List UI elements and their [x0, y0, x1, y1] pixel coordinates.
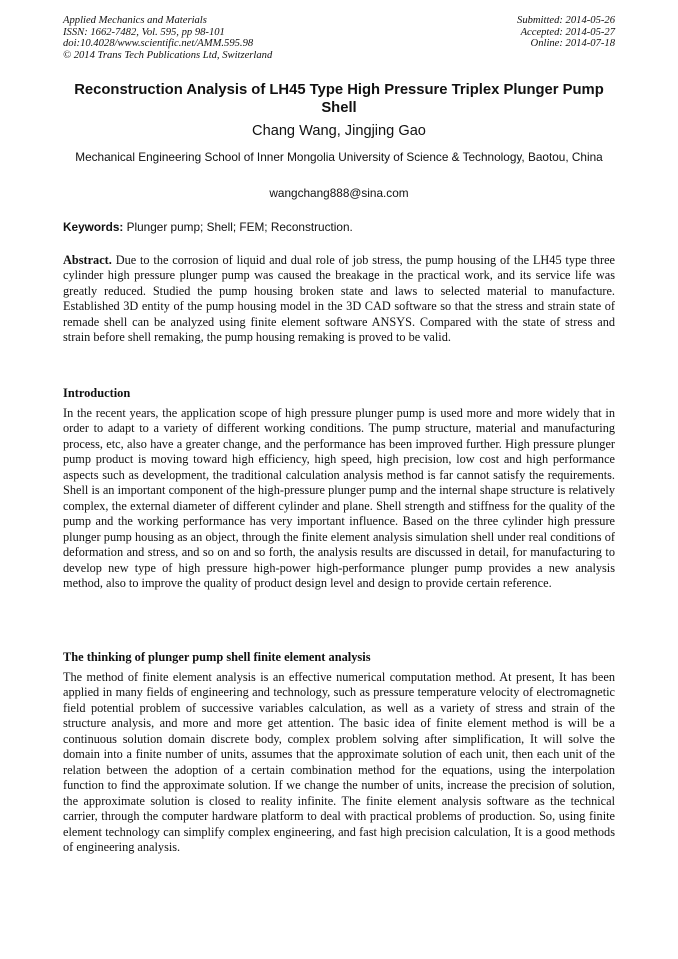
submitted-date: Submitted: 2014-05-26: [517, 15, 615, 26]
keywords: [63, 219, 615, 235]
authors: Chang Wang, Jingjing Gao: [252, 123, 426, 139]
section-text-fea-thinking: The method of finite element analysis is an effective numerical computation method. At present, It has been applied in many fields of engineering and technology, such as pressure temperature velocity of electromagnetic field potential problem of successive variables calculation, as well as a variety of stress and strain of the structure analysis, and more and more get attention. The basic idea of finite element method is will be a continuous solution domain discrete body, complex problem solving after simplification, It will solve the domain into a finite number of units, assumes that the approximate solution of each unit, then each unit of the relation between the adoption of a certain combination method for the equations, using the interpolation function to find the approximate solution. If we change the number of units, increase the precision of solution, the approximate solution is closed to reality infinite. The finite element analysis software as the technical carrier, through the computer hardware platform to deal with practical problems of production. So, using finite element technology can simplify complex engineering, and fast high precision calculation, It is a good methods of engineering analysis.: [63, 670, 615, 854]
issn-line: ISSN: 1662-7482, Vol. 595, pp 98-101: [63, 26, 225, 38]
publication-dates: [517, 15, 615, 50]
keywords-label: Keywords:: [63, 220, 124, 234]
copyright-line: © 2014 Trans Tech Publications Ltd, Switzerland: [63, 49, 273, 61]
author-email[interactable]: wangchang888@sina.com: [269, 186, 409, 200]
section-heading-fea-thinking: The thinking of plunger pump shell finite element analysis: [63, 650, 371, 664]
journal-name: Applied Mechanics and Materials: [63, 15, 207, 26]
keywords-text: Plunger pump; Shell; FEM; Reconstruction.: [126, 220, 353, 234]
abstract-text: Due to the corrosion of liquid and dual role of job stress, the pump housing of the LH45 type three cylinder high pressure plunger pump was caused the breakage in the practical work, and its service life was greatly reduced. Studied the pump housing broken state and laws to selected material to manufacture. Established 3D entity of the pump housing model in the 3D CAD software so that the stress and strain state of remade shell can be analyzed using finite element software ANSYS. Compared with the state of stress and strain before shell remaking, the pump housing remaking is proved to be valid.: [63, 253, 616, 345]
affiliation: Mechanical Engineering School of Inner Mongolia University of Science & Technology, Baotou, China: [75, 150, 603, 164]
section-heading-introduction: Introduction: [63, 386, 131, 400]
accepted-date: Accepted: 2014-05-27: [520, 26, 615, 38]
abstract-label: Abstract.: [63, 253, 112, 267]
doi-line[interactable]: doi:10.4028/www.scientific.net/AMM.595.98: [63, 38, 254, 50]
journal-info: [63, 15, 272, 61]
paper-title: Reconstruction Analysis of LH45 Type High Pressure Triplex Plunger Pump Shell: [74, 82, 604, 116]
section-text-introduction: In the recent years, the application scope of high pressure plunger pump is used more and more widely that in order to adapt to a variety of different working conditions. The pump structure, material and manufacturing process, etc, also have a greater change, and the performance has been improved further. High pressure plunger pump product is moving toward high efficiency, high speed, high precision, low cost and high performance aspects such as development, the traditional calculation analysis method is far cannot satisfy the requirements. Shell is an important component of the high-pressure plunger pump and the internal shape structure is relatively complex, the external diameter of different cylinder and plane. Shell strength and stiffness for the quality of the pump and the working performance has very important influence. Based on the three cylinder high pressure plunger pump housing as an object, through the finite element analysis simulation shell under real conditions of deformation and stress, and so on and so forth, the analysis results are discussed in detail, for manufacturing to develop new type of high pressure high-power high-performance plunger pump provides a new analysis method, also to improve the quality of product design level and design to provide certain reference.: [63, 406, 615, 590]
abstract: [63, 253, 615, 346]
online-date: Online: 2014-07-18: [530, 38, 615, 50]
